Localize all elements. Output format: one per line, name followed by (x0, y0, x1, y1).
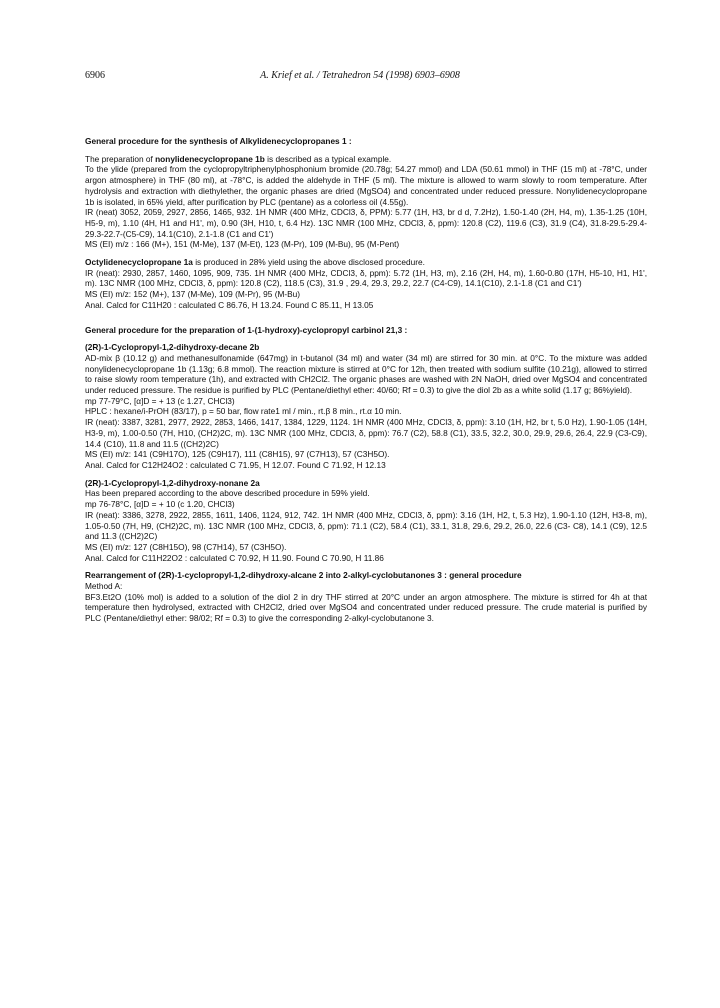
paragraph-ms-1b: MS (EI) m/z : 166 (M+), 151 (M-Me), 137 (M-Et), 123 (M-Pr), 109 (M-Bu), 95 (M-Pent) (85, 239, 400, 250)
paragraph-1a-intro (85, 257, 647, 268)
paragraph-anal-2b: Anal. Calcd for C12H24O2 : calculated C 71.95, H 12.07. Found C 71.92, H 12.13 (85, 459, 386, 470)
paragraph-typical-example (85, 154, 647, 165)
paragraph-ir-nmr-1b: IR (neat) 3052, 2059, 2927, 2856, 1465, 932. 1H NMR (400 MHz, CDCl3, δ, PPM): 5.77 (1H, H3, br d d, 7.2Hz), 1.50-1.40 (2H, H4, m), 1.35-1.25 (10H, H5-9, m), 1.10 (4H, H1 and H1', m), 0.90 (3H, H10, t, 6.4 Hz). 13C NMR (100 MHz, CDCl3, δ, ppm): 120.8 (C2), 119.6 (C3), 31.9 (C4), 31.8-29.5-29.4-29.3-22.7-(C5-C9), 14.1(C10), 2.1-1.8 (C1 and C1') (85, 207, 647, 239)
paragraph-anal-2a: Anal. Calcd for C11H22O2 : calculated C 70.92, H 11.90. Found C 70.90, H 11.86 (85, 552, 384, 563)
section-heading-carbinol: General procedure for the preparation of 1-(1-hydroxy)-cyclopropyl carbinol 21,3 : (85, 324, 408, 335)
compound-name: nonylidenecyclopropane 1b (155, 153, 265, 164)
section-heading-rearrangement: Rearrangement of (2R)-1-cyclopropyl-1,2-dihydroxy-alcane 2 into 2-alkyl-cyclobutanones 3 : general procedure (85, 570, 522, 581)
paragraph-procedure-2b: AD-mix β (10.12 g) and methanesulfonamide (647mg) in t-butanol (34 ml) and water (34 ml) are stirred for 30 min. at 0°C. To the mixture was added nonylidenecyclopropane 1b (1.13g; 6.8 mmol). The reaction mixture is stirred at 0°C for 12h, then treated with sodium sulfite (10.21g), allowed to stirred to raise slowly room temperature (1h), and extracted with CH2Cl2. The organic phases are washed with 2N NaOH, dried over MgSO4 and concentrated under reduced pressure. The residue is purified by PLC (Pentane/diethyl ether: 40/60; Rf = 0.3) to give the diol 2b as a white solid (1.17 g; 86%yield). (85, 352, 647, 396)
paragraph-ir-nmr-2b: IR (neat): 3387, 3281, 2977, 2922, 2853, 1466, 1417, 1384, 1229, 1124. 1H NMR (400 MHz, CDCl3, δ, ppm): 3.10 (1H, H2, br t, 5.0 Hz), 1.90-1.05 (14H, H3-9, m), 1.00-0.50 (7H, H10, (CH2)2C, m). 13C NMR (100 MHz, CDCl3, δ, ppm): 76.7 (C2), 58.8 (C1), 33.5, 32.2, 30.0, 29.9, 29.6, 26.4, 22.9 (C3-C9), 14.4 (C10), 11.8 and 11.5 ((CH2)2C) (85, 417, 647, 449)
journal-line: A. Krief et al. / Tetrahedron 54 (1998) 6903–6908 (260, 70, 460, 81)
page-number: 6906 (85, 70, 105, 81)
text-run: The preparation of (85, 153, 156, 164)
paragraph-ms-2b: MS (EI) m/z: 141 (C9H17O), 125 (C9H17), 111 (C8H15), 97 (C7H13), 57 (C3H5O). (85, 449, 390, 460)
paragraph-ms-1a: MS (EI) m/z: 152 (M+), 137 (M-Me), 109 (M-Pr), 95 (M-Bu) (85, 289, 301, 300)
paragraph-procedure-1b: To the ylide (prepared from the cyclopropyltriphenylphosphonium bromide (20.78g; 54.27 mmol) and LDA (50.61 mmol) in THF (15 ml) at -78°C, under argon atmosphere) in THF (80 ml), at -78°C, is added the aldehyde in THF (5 ml). The mixture is allowed to warm slowly to room temperature. After hydrolysis and extraction with diethylether, the organic phases are dried (MgSO4) and concentrated under reduced pressure. Nonylidenecyclopropane 1b is isolated, in 65% yield, after purification by PLC (pentane) as a colorless oil (4.55g). (85, 164, 647, 207)
paragraph-ir-nmr-1a: IR (neat): 2930, 2857, 1460, 1095, 909, 735. 1H NMR (400 MHz, CDCl3, δ, ppm): 5.72 (1H, H3, m), 2.16 (2H, H4, m), 1.60-0.80 (17H, H5-10, H1, H1', m). 13C NMR (100 MHz, CDCl3, δ, ppm): 120.8 (C2), 118.5 (C3), 31.9 , 29.4, 29.3, 29.2, 22.7 (C4-C9), 14.1(C10), 2.1-1.8 (C1 and C1') (85, 267, 647, 289)
subheading-2a: (2R)-1-Cyclopropyl-1,2-dihydroxy-nonane 2a (85, 477, 260, 488)
paragraph-ms-2a: MS (EI) m/z: 127 (C8H15O), 98 (C7H14), 57 (C3H5O). (85, 541, 287, 552)
paragraph-mp-2a: mp 76-78°C, [α]D = + 10 (c 1.20, CHCl3) (85, 499, 235, 510)
compound-name: Octylidenecyclopropane 1a (85, 257, 193, 268)
paragraph-ir-nmr-2a: IR (neat): 3386, 3278, 2922, 2855, 1611, 1406, 1124, 912, 742. 1H NMR (400 MHz, CDCl3, δ, ppm): 3.16 (1H, H2, t, 5.3 Hz), 1.90-1.10 (12H, H3-8, m), 1.05-0.50 (7H, H9, (CH2)2C, m). 13C NMR (100 MHz, CDCl3, δ, ppm): 71.1 (C2), 58.4 (C1), 33.1, 31.8, 29.6, 29.2, 26.0, 22.6 (C3- C8), 14.1 (C9), 12.5 and 11.3 ((CH2)2C) (85, 509, 647, 542)
paragraph-anal-1a: Anal. Calcd for C11H20 : calculated C 86.76, H 13.24. Found C 85.11, H 13.05 (85, 299, 374, 310)
paragraph-hplc-2b: HPLC : hexane/i-PrOH (83/17), p = 50 bar, flow rate1 ml / min., rt.β 8 min., rt.α 10 min. (85, 406, 402, 417)
text-run: is described as a typical example. (264, 153, 392, 164)
section-heading-alkylidenecyclopropanes: General procedure for the synthesis of Alkylidenecyclopropanes 1 : (85, 136, 352, 146)
subheading-2b: (2R)-1-Cyclopropyl-1,2-dihydroxy-decane 2b (85, 342, 260, 353)
article-body (85, 136, 647, 624)
paragraph-intro-2a: Has been prepared according to the above described procedure in 59% yield. (85, 488, 370, 499)
paragraph-method-a: BF3.Et2O (10% mol) is added to a solution of the diol 2 in dry THF stirred at 20°C under an argon atmosphere. The mixture is stirred for 4h at that temperature then hydrolysed, extracted with CH2Cl2, dried over MgSO4 and concentrated under reduced pressure. The crude material is purified by PLC (Pentane/diethyl ether: 98/02; Rf = 0.3) to give the corresponding 2-alkyl-cyclobutanone 3. (85, 591, 647, 624)
running-header (85, 70, 635, 84)
text-run: is produced in 28% yield using the above disclosed procedure. (192, 257, 425, 268)
method-label: Method A: (85, 581, 123, 592)
paragraph-mp-2b: mp 77-79°C, [α]D = + 13 (c 1.27, CHCl3) (85, 395, 235, 406)
